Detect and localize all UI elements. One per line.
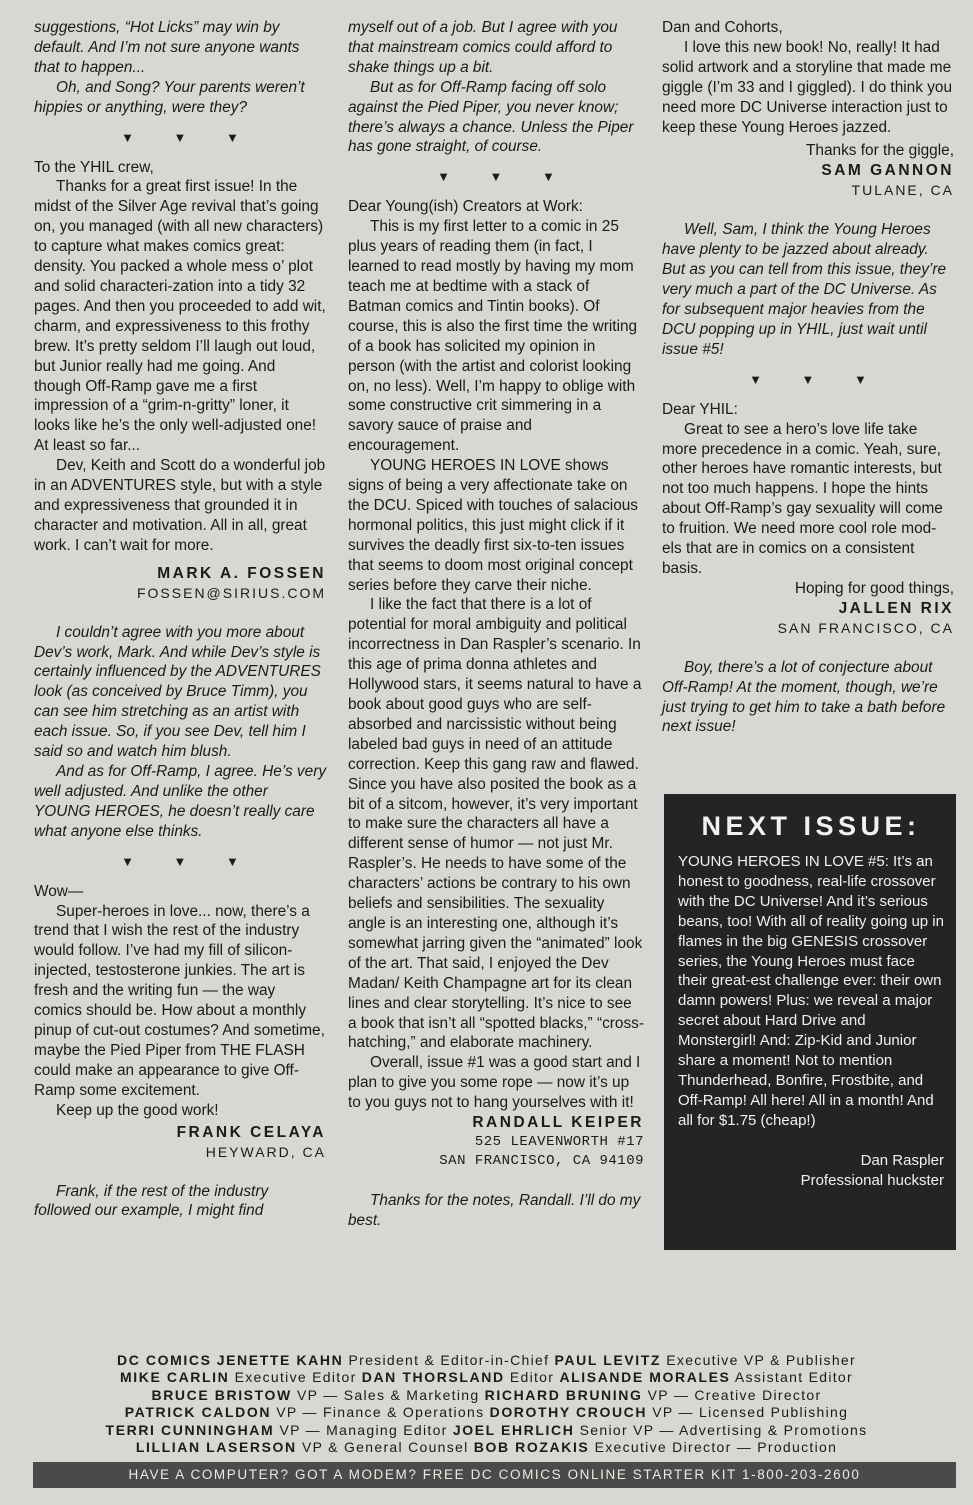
letter-signature: JALLEN RIX — [838, 599, 954, 617]
letter-signature-email: FOSSEN@SIRIUS.COM — [136, 584, 326, 601]
reply-continuation-paragraph: But as for Off-Ramp facing off solo against the Pied Piper, you never know; there’s always a chance. Unless the Piper has gone straight, of course. — [348, 78, 634, 156]
editor-reply-paragraph: I couldn’t agree with you more about Dev’s work, Mark. And while Dev’s style is certainly influenced by the ADVENTURES look (as conceived by Bruce Timm), you can see him stretching as an artist with each issue. So, if you see Dev, tell him I said so and watch him blush. — [34, 623, 321, 761]
next-issue-title: NEXT ISSUE: — [701, 811, 921, 841]
section-divider: ▼ ▼ ▼ — [749, 371, 885, 387]
staff-name: JENETTE KAHN — [216, 1352, 344, 1368]
staff-title: Executive Director — Production — [594, 1439, 838, 1456]
staff-name: DOROTHY CROUCH — [489, 1404, 648, 1421]
letter-paragraph: Overall, issue #1 was a good start and I plan to give you some rope — now it’s up to you guys not to hang yourselves with it! — [348, 1054, 641, 1112]
section-divider: ▼ ▼ ▼ — [121, 129, 257, 145]
letter-paragraph: YOUNG HEROES IN LOVE shows signs of being a very affectionate take on the DCU. Spiced with touches of salacious hormonal politics, this just might click if it survives the deadly first six-to-ten issues that seems to doom most original concept series before they carve their niche. — [348, 457, 639, 594]
letter-address-line: SAN FRANCISCO, CA 94109 — [439, 1153, 644, 1170]
next-issue-body: YOUNG HEROES IN LOVE #5: It’s an honest to goodness, real-life crossover with the DC Universe! And it’s serious beans, too! With all of reality going up in flames in the big GENESIS crossover series, the Young Heroes must face their great-est challenge ever: their own damn powers! Plus: we reveal a major secret about Hard Drive and Monstergirl! And: Zip-Kid and Junior share a moment! Not to mention Thunderhead, Bonfire, Frostbite, and Off-Ramp! All here! All in a month! And all for $1.75 (cheap!) — [678, 853, 944, 1129]
reply-continuation-paragraph: suggestions, “Hot Licks” may win by default. And I’m not sure anyone wants that to happen... — [34, 19, 300, 76]
letter-signature-location: HEYWARD, CA — [205, 1143, 326, 1160]
staff-title: President & Editor-in-Chief — [348, 1352, 550, 1368]
letter-paragraph: Dev, Keith and Scott do a wonderful job in an ADVENTURES style, but with a style and expressiveness that grounded it in character and motivation. All in all, great work. I can’t wait for more. — [34, 457, 326, 554]
editor-reply-paragraph: And as for Off-Ramp, I agree. He’s very well adjusted. And unlike the other YOUNG HEROES, he doesn’t really care what anyone else thinks. — [34, 763, 327, 840]
section-divider: ▼ ▼ ▼ — [437, 169, 573, 185]
letter-paragraph: I like the fact that there is a lot of potential for moral ambiguity and political incorrectness in Dan Raspler’s scenario. In this age of prima donna athletes and Hollywood stars, it seems natural to have a book about good guys who are self-absorbed and narcissistic without being labeled bad guys in need of an attitude correction. Keep this gang raw and flawed. Since you have also posited the book as a bit of a sitcom, however, it’s very important to make sure the characters all have a different sense of humor — not just Mr. Raspler’s. He needs to have some of the characters’ actions be contrary to his own beliefs and sensibilities. The sexuality angle is an interesting one, although it’s somewhat jarring given the “animated” look of the art. That said, I enjoyed the Dev Madan/ Keith Champagne art for its clean lines and clear storytelling. It’s nice to see a book that isn’t all “spotted blacks,” “cross-hatching,” and elaborate machinery. — [348, 596, 644, 1052]
reply-continuation-paragraph: Oh, and Song? Your parents weren’t hippies or anything, were they? — [34, 78, 305, 116]
masthead-line — [0, 1439, 973, 1456]
letter-celaya — [34, 882, 326, 1222]
editor-reply-paragraph: Thanks for the notes, Randall. I’ll do my best. — [348, 1192, 641, 1229]
staff-title: VP — Creative Director — [647, 1386, 822, 1403]
next-issue-signature-title: Professional huckster — [800, 1171, 944, 1189]
letter-paragraph: Super-heroes in love... now, there’s a trend that I wish the rest of the industry would follow. I’ve had my fill of silicon-injected, testosterone junkies. The art is fresh and the writing fun — the way comics should be. How about a monthly pinup of cut-out costumes? And sometime, maybe the Pied Piper from THE FLASH could make an appearance to give Off-Ramp some excitement. — [34, 902, 325, 1099]
masthead-line — [0, 1387, 973, 1404]
staff-name: DAN THORSLAND — [361, 1369, 505, 1386]
staff-title: VP — Licensed Publishing — [652, 1404, 849, 1421]
letters-column-1 — [34, 18, 326, 1221]
letter-signature: MARK A. FOSSEN — [157, 564, 326, 582]
letter-salutation: Wow— — [34, 882, 84, 900]
letter-signature: FRANK CELAYA — [176, 1123, 326, 1141]
staff-name: MIKE CARLIN — [120, 1369, 230, 1386]
letters-column-3 — [662, 18, 954, 737]
next-issue-signature: Dan Raspler — [860, 1151, 944, 1169]
staff-name: DC COMICS — [117, 1352, 212, 1368]
letter-salutation: Dear Young(ish) Creators at Work: — [348, 198, 583, 216]
letter-address-line: 525 LEAVENWORTH #17 — [474, 1134, 644, 1151]
staff-title: VP — Sales & Marketing — [297, 1386, 480, 1403]
letter-salutation: Dan and Cohorts, — [662, 19, 783, 36]
letters-column-2 — [348, 18, 644, 1231]
staff-title: Senior VP — Advertising & Promotions — [579, 1421, 868, 1438]
editor-reply-paragraph: Boy, there’s a lot of conjecture about Off-Ramp! At the moment, though, we’re just trying to get him to take a bath before next issue! — [662, 658, 946, 736]
letter-salutation: Dear YHIL: — [662, 400, 738, 418]
staff-title: VP & General Counsel — [301, 1439, 469, 1456]
letter-fossen — [34, 158, 326, 842]
masthead-line — [0, 1422, 973, 1439]
letter-salutation: To the YHIL crew, — [34, 158, 154, 176]
letter-paragraph: Keep up the good work! — [56, 1101, 219, 1119]
masthead-line — [0, 1352, 973, 1369]
masthead-line — [0, 1369, 973, 1386]
staff-name: RICHARD BRUNING — [484, 1386, 643, 1403]
staff-name: JOEL EHRLICH — [452, 1421, 575, 1438]
staff-title: Executive Editor — [234, 1369, 357, 1386]
staff-name: PAUL LEVITZ — [554, 1352, 662, 1368]
letter-paragraph: I love this new book! No, really! It had solid artwork and a storyline that made me giggle (I’m 33 and I giggled). I do think you need more DC Universe interaction just to keep these Young Heroes jazzed. — [662, 38, 953, 136]
staff-title: Editor — [509, 1369, 555, 1386]
staff-title: VP — Finance & Operations — [276, 1404, 485, 1421]
staff-title: Assistant Editor — [734, 1369, 853, 1386]
letter-gannon — [662, 18, 954, 360]
staff-name: TERRI CUNNINGHAM — [105, 1421, 275, 1438]
letter-signature: RANDALL KEIPER — [472, 1114, 644, 1132]
staff-name: BOB ROZAKIS — [473, 1439, 590, 1456]
masthead-line — [0, 1404, 973, 1421]
staff-name: PATRICK CALDON — [124, 1404, 272, 1421]
section-divider: ▼ ▼ ▼ — [121, 853, 257, 869]
letter-rix — [662, 400, 954, 738]
editor-reply-paragraph: Well, Sam, I think the Young Heroes have plenty to be jazzed about already. But as you can tell from this issue, they’re very much a part of the DC Universe. As for subsequent major heavies from the DCU popping up in YHIL, just wait until issue #5! — [662, 221, 946, 358]
letter-signature-location: TULANE, CA — [851, 182, 954, 199]
letter-paragraph: This is my first letter to a comic in 25 plus years of reading them (in fact, I learned to read mostly by having my mom teach me at bedtime with a stack of Batman comics and Tintin books). Of course, this is also the first time the writing of a book has solicited my opinion in person (with the artist and colorist looking on, no less). Well, I’m happy to oblige with some constructive crit simmering in a savory sauce of praise and encouragement. — [348, 218, 638, 455]
footer-ad-bar: HAVE A COMPUTER? GOT A MODEM? FREE DC COMICS ONLINE STARTER KIT 1-800-203-2600 — [33, 1462, 956, 1488]
staff-title: Executive VP & Publisher — [666, 1352, 856, 1368]
letter-paragraph: Great to see a hero’s love life take more precedence in a comic. Yeah, sure, other heroes have romantic interests, but not too much happens. I hope the hints about Off-Ramp’s gay sexuality will come to fruition. We need more cool role mod-els that are in comics on a consistent basis. — [662, 420, 943, 577]
staff-name: ALISANDE MORALES — [559, 1369, 731, 1386]
staff-masthead — [0, 1352, 973, 1456]
staff-name: LILLIAN LASERSON — [135, 1439, 297, 1456]
letter-signature-location: SAN FRANCISCO, CA — [777, 619, 954, 636]
letter-keiper — [348, 197, 644, 1231]
letter-paragraph: Thanks for a great first issue! In the midst of the Silver Age revival that’s going on, you managed (with all new characters) to capture what makes comics great: density. You packed a whole mess o’ plot and solid characteri-zation into a tidy 32 pages. And then you proceeded to add wit, charm, and expressiveness to this frothy brew. It’s pretty seldom I’ll laugh out loud, but Junior really had me going. And though Off-Ramp gave me a first impression of a “grim-n-gritty” loner, it looks like he’s the only well-adjusted one! At least so far... — [34, 178, 326, 455]
next-issue-box — [664, 794, 956, 1250]
letter-closing: Thanks for the giggle, — [805, 142, 954, 160]
letter-closing: Hoping for good things, — [794, 579, 954, 597]
staff-name: BRUCE BRISTOW — [151, 1386, 292, 1403]
reply-continuation-paragraph: myself out of a job. But I agree with you that mainstream comics could afford to shake things up a bit. — [348, 19, 618, 76]
editor-reply-paragraph: Frank, if the rest of the industry followed our example, I might find — [34, 1182, 269, 1220]
staff-title: VP — Managing Editor — [279, 1421, 448, 1438]
letter-signature: SAM GANNON — [821, 162, 954, 180]
